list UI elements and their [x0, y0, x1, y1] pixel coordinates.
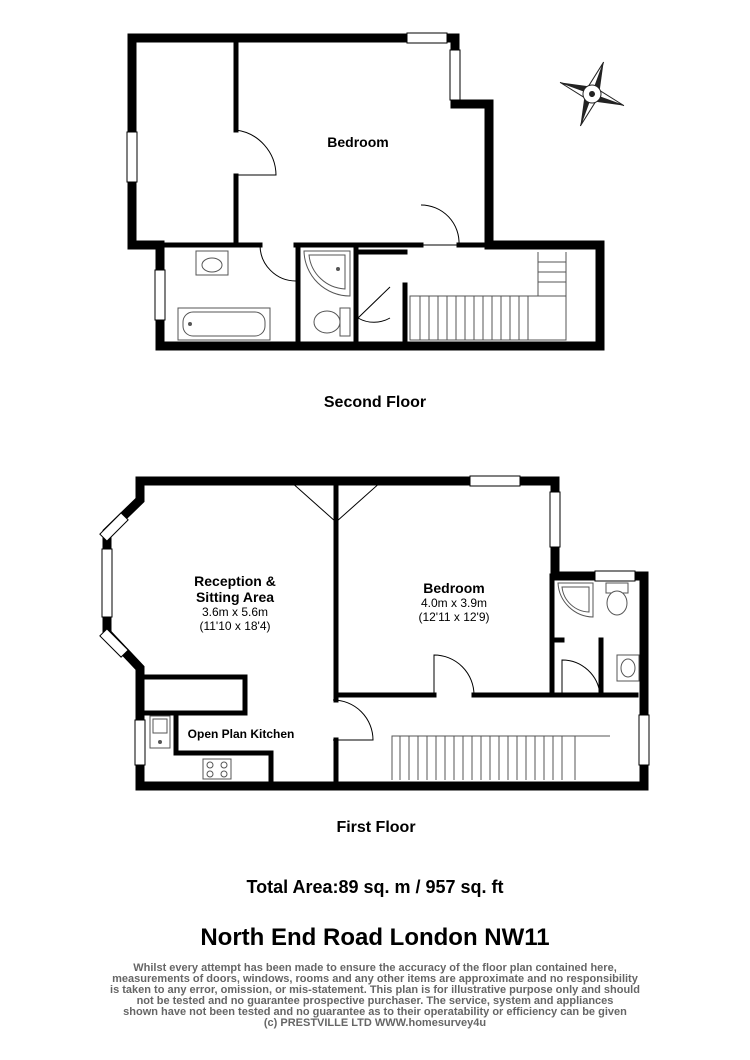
reception-dim-imperial: (11'10 x 18'4) — [199, 619, 271, 633]
window — [639, 715, 649, 765]
hob-icon — [203, 759, 231, 779]
sink-icon — [150, 716, 170, 748]
disclaimer-line: measurements of doors, windows, rooms and any other items are approximate and no responsibility — [112, 973, 638, 985]
window — [127, 132, 137, 182]
property-address: North End Road London NW11 — [200, 924, 550, 951]
compass-icon — [548, 50, 635, 137]
door-swing — [333, 700, 373, 740]
window — [450, 50, 460, 100]
second-floor-title: Second Floor — [323, 394, 427, 411]
door-swing — [562, 660, 600, 695]
door-swing — [260, 245, 296, 281]
window — [595, 571, 635, 581]
door-swing — [358, 287, 390, 322]
staircase-icon — [392, 736, 610, 780]
kitchen-label: Open Plan Kitchen — [187, 727, 295, 741]
reception-dim-metric: 3.6m x 5.6m — [201, 605, 269, 619]
bath-icon — [178, 308, 270, 340]
reception-label — [175, 573, 295, 633]
bedroom-dim-imperial: (12'11 x 12'9) — [418, 610, 490, 624]
disclaimer-line: Whilst every attempt has been made to ensure the accuracy of the floor plan contained here, — [133, 962, 617, 974]
window — [135, 720, 145, 765]
window — [550, 492, 560, 547]
disclaimer-line: is taken to any error, omission, or mis-statement. This plan is for illustrative purpose only and should — [110, 984, 640, 996]
disclaimer-line: (c) PRESTVILLE LTD WWW.homesurvey4u — [263, 1017, 487, 1029]
window — [100, 629, 128, 657]
basin-icon — [617, 655, 639, 681]
toilet-icon — [314, 308, 350, 336]
basin-icon — [196, 251, 228, 275]
bedroom-dim-metric: 4.0m x 3.9m — [420, 596, 488, 610]
door-swing — [434, 655, 474, 695]
bedroom-name: Bedroom — [423, 580, 485, 596]
second-floor-plan — [127, 33, 636, 346]
disclaimer — [60, 963, 690, 1029]
second-floor-bedroom-label: Bedroom — [327, 134, 389, 150]
first-floor-bedroom-label — [394, 580, 514, 624]
window — [470, 476, 520, 486]
door-swing — [236, 130, 276, 175]
disclaimer-line: not be tested and no guarantee prospective purchaser. The service, system and appliances — [136, 995, 614, 1007]
window — [407, 33, 447, 43]
reception-name-line2: Sitting Area — [195, 589, 275, 605]
window — [100, 513, 128, 541]
first-floor-title: First Floor — [336, 819, 416, 836]
staircase-icon — [410, 252, 566, 340]
door-swing — [421, 205, 459, 245]
window — [155, 270, 165, 320]
toilet-icon — [606, 583, 628, 615]
shower-tray-icon — [304, 251, 350, 296]
reception-name-line1: Reception & — [194, 573, 276, 589]
total-area: Total Area:89 sq. m / 957 sq. ft — [246, 877, 504, 897]
disclaimer-line: shown have not been tested and no guarantee as to their operatability or efficiency can be given — [123, 1006, 627, 1018]
shower-tray-icon — [558, 583, 593, 617]
window — [102, 549, 112, 617]
